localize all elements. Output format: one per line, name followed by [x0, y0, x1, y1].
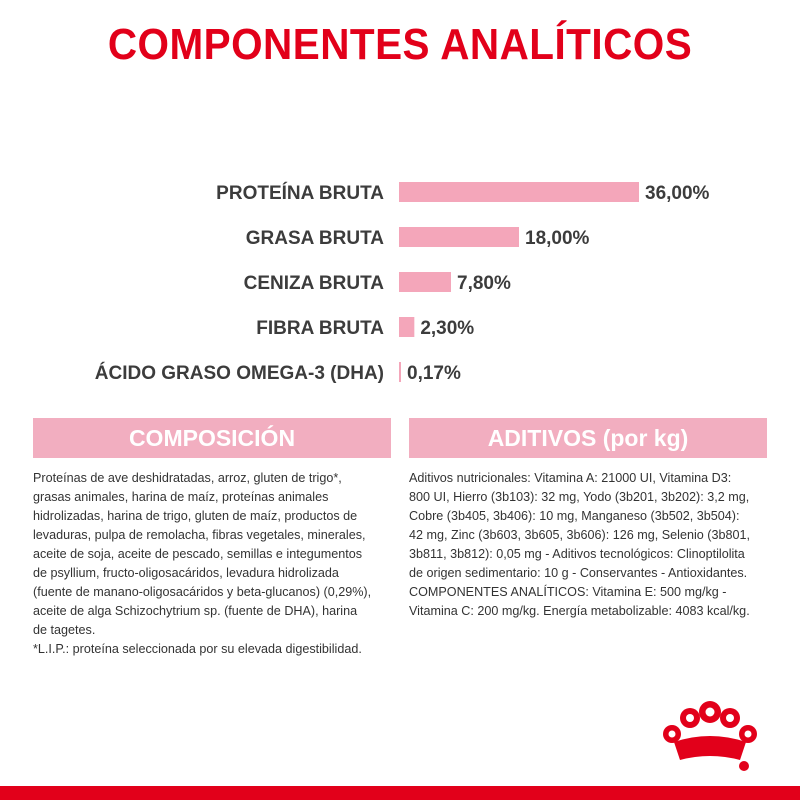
bar-category-label: ÁCIDO GRASO OMEGA-3 (DHA): [94, 363, 384, 384]
additives-text: Aditivos nutricionales: Vitamina A: 21000 UI, Vitamina D3: 800 UI, Hierro (3b103): 32 mg, Yodo (3b201, 3b202): 3,2 mg, Cobre (3b405, 3b406): 10 mg, Manganeso (3b502, 3b504): 42 mg, Zinc (3b603, 3b605, 3b606): 126 mg, Selenio (3b801, 3b811, 3b812): 0,05 mg - Aditivos tecnológicos: Clinoptilolita de origen sedimentario: 10 g - Conservantes - Antioxidantes. COMPONENTES ANALÍTICOS: Vitamina E: 500 mg/kg - Vitamina C: 200 mg/kg. Energía metabolizable: 4083 kcal/kg.: [409, 471, 750, 618]
bar: [399, 362, 401, 382]
bar-value-label: 2,30%: [420, 318, 475, 339]
composition-text: Proteínas de ave deshidratadas, arroz, gluten de trigo*, grasas animales, harina de maíz, proteínas animales hidrolizadas, harina de trigo, gluten de maíz, productos de levaduras, pulpa de remolacha, fibras vegetales, minerales, aceite de soja, aceite de pescado, semillas e integumentos de psyllium, fructo-oligosacáridos, levadura hidrolizada (fuente de manano-oligosacáridos y beta-glucanos) (0,29%), aceite de alga Schizochytrium sp. (fuente de DHA), harina de tagetes. *L.I.P.: proteína seleccionada por su elevada digestibilidad.: [33, 471, 372, 656]
bar: [399, 182, 639, 202]
analytic-components-chart: [0, 165, 800, 395]
bar-category-label: GRASA BRUTA: [245, 228, 384, 249]
bottom-red-strip: [0, 786, 800, 800]
bar-value-label: 36,00%: [645, 183, 710, 204]
bar: [399, 227, 519, 247]
bar-value-label: 7,80%: [457, 273, 511, 294]
bar-value-label: 18,00%: [525, 228, 590, 249]
bar-category-label: FIBRA BRUTA: [256, 318, 384, 339]
bar-category-label: PROTEÍNA BRUTA: [216, 183, 384, 204]
page-title: COMPONENTES ANALÍTICOS: [107, 20, 693, 69]
bar-value-label: 0,17%: [407, 363, 461, 384]
bar: [399, 272, 451, 292]
bar-category-label: CENIZA BRUTA: [243, 273, 384, 294]
composition-header: COMPOSICIÓN: [33, 418, 391, 458]
bar: [399, 317, 414, 337]
additives-header: ADITIVOS (por kg): [409, 418, 767, 458]
royal-canin-crown-icon: [660, 700, 760, 772]
